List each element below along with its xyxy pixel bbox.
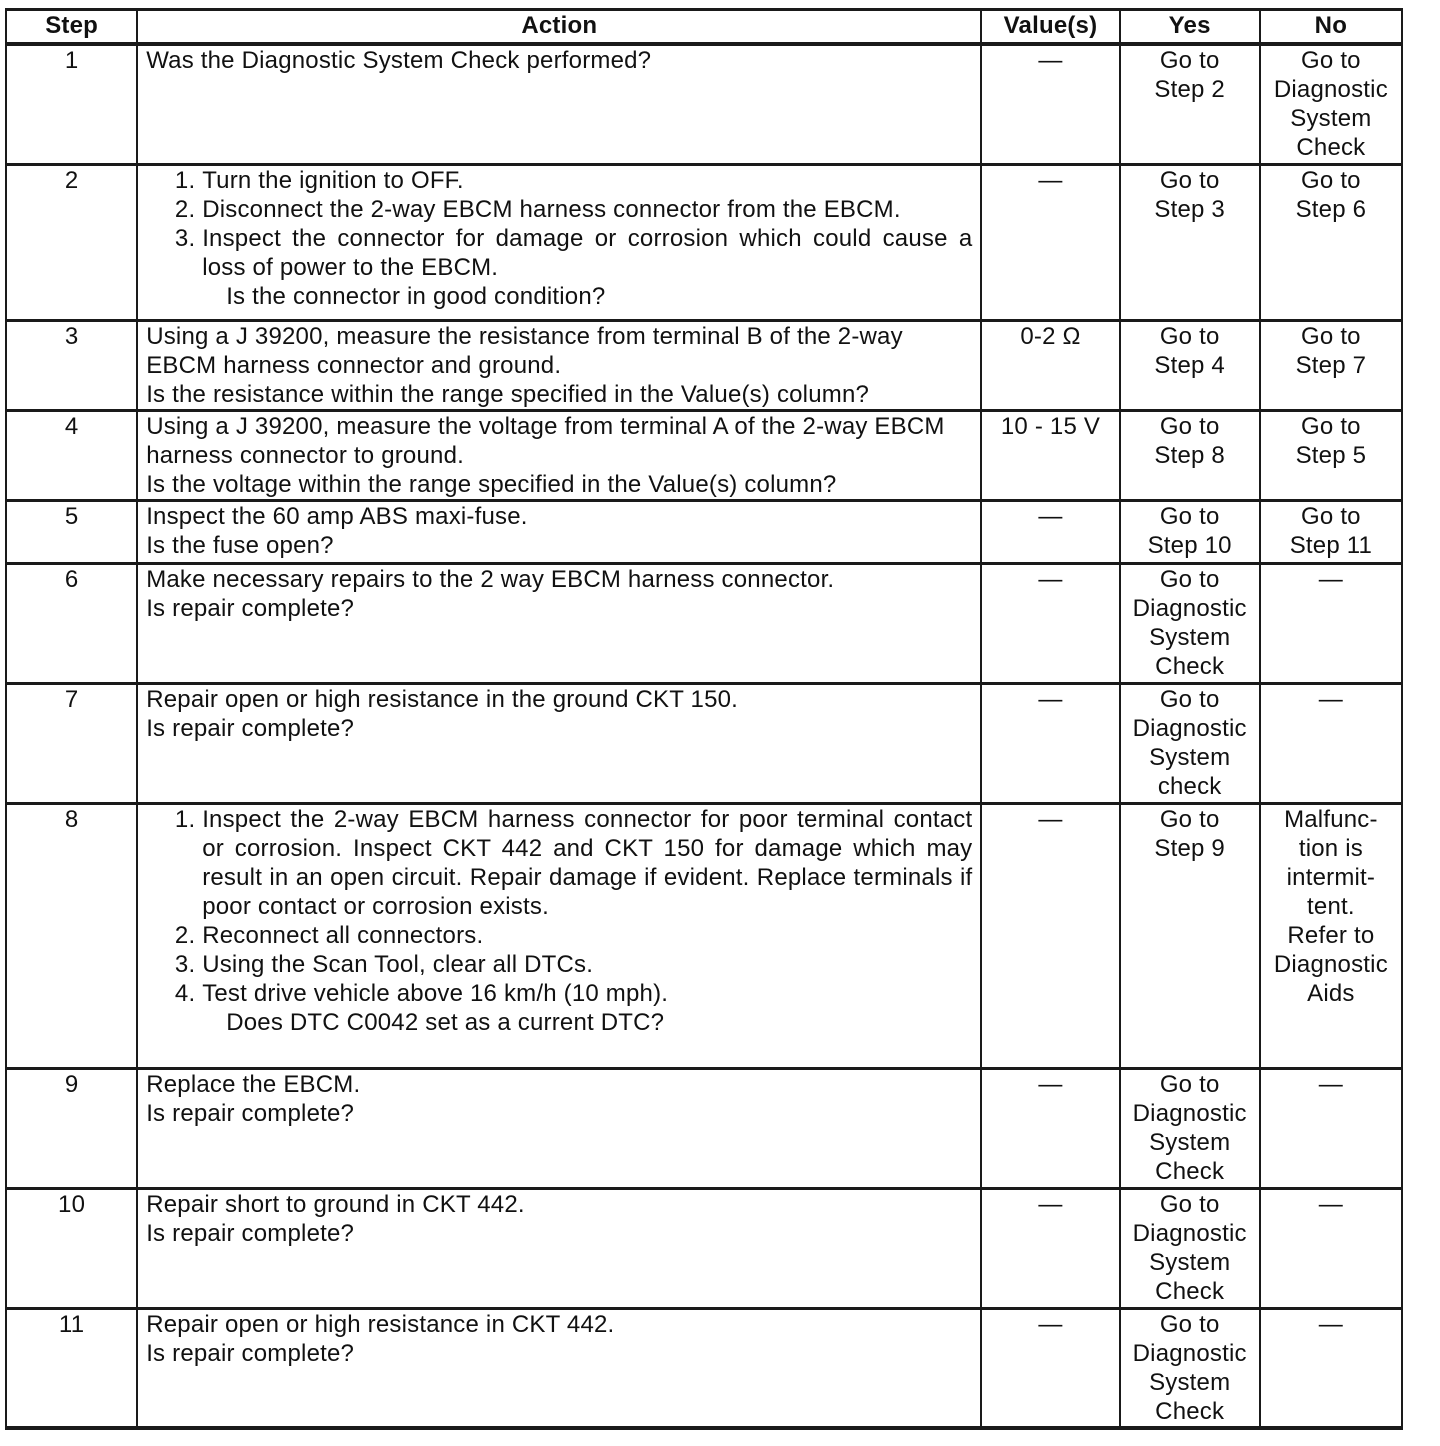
substep-item: 1. Turn the ignition to OFF. [202, 166, 972, 195]
value-text: — [1038, 685, 1063, 713]
action-text: Is the fuse open? [146, 531, 334, 559]
no-text: Go to Step 7 [1295, 322, 1367, 379]
value-cell [981, 1188, 1119, 1308]
action-cell [137, 683, 981, 803]
no-text: Go to Step 6 [1295, 166, 1367, 223]
action-cell [137, 1308, 981, 1428]
action-cell [137, 164, 981, 320]
yes-text: Go to Step 4 [1154, 322, 1225, 379]
header-no: No [1260, 10, 1402, 45]
yes-cell [1120, 410, 1260, 500]
action-cell [137, 44, 981, 164]
substep-list [146, 805, 972, 1008]
action-text: Is repair complete? [146, 1219, 355, 1247]
no-text: Go to Diagnostic System Check [1273, 47, 1388, 161]
value-cell [981, 500, 1119, 563]
value-cell [981, 803, 1119, 1068]
value-text: 10 - 15 V [1000, 412, 1101, 440]
no-text: Go to Step 5 [1295, 412, 1367, 469]
substep-item: 1. Inspect the 2-way EBCM harness connector for poor terminal contact or corrosion. Inspect CKT 442 and CKT 150 for damage which may result in an open circuit. Repair damage if evident. Replace terminals if poor contact or corrosion exists. [202, 805, 972, 921]
value-text: — [1038, 565, 1063, 593]
action-text: Is repair complete? [146, 594, 355, 622]
table-row [6, 803, 1402, 1068]
action-text: Is the voltage within the range specified in the Value(s) column? [146, 470, 837, 498]
value-cell [981, 1308, 1119, 1428]
value-cell [981, 410, 1119, 500]
no-cell [1260, 500, 1402, 563]
action-cell [137, 563, 981, 683]
no-cell [1260, 683, 1402, 803]
table-row [6, 1068, 1402, 1188]
step-number: 10 [6, 1188, 137, 1308]
value-cell [981, 320, 1119, 410]
action-text: Is repair complete? [146, 714, 355, 742]
step-number: 3 [6, 320, 137, 410]
value-text: — [1038, 502, 1063, 530]
no-text: — [1318, 1310, 1343, 1338]
yes-cell [1120, 803, 1260, 1068]
table-row [6, 1308, 1402, 1428]
header-row [6, 10, 1402, 45]
action-text: Is the resistance within the range specified in the Value(s) column? [146, 380, 870, 408]
no-cell [1260, 1188, 1402, 1308]
no-cell [1260, 164, 1402, 320]
action-text: Make necessary repairs to the 2 way EBCM harness connector. [146, 565, 835, 593]
header-action: Action [137, 10, 981, 45]
yes-cell [1120, 1068, 1260, 1188]
action-text: Replace the EBCM. [146, 1070, 361, 1098]
value-cell [981, 563, 1119, 683]
step-number: 2 [6, 164, 137, 320]
action-text: Inspect the 60 amp ABS maxi-fuse. [146, 502, 528, 530]
value-cell [981, 164, 1119, 320]
no-text: — [1318, 1190, 1343, 1218]
action-text: Using a J 39200, measure the voltage from terminal A of the 2-way EBCM harness connector to ground. [146, 412, 945, 469]
substep-list [146, 166, 972, 282]
value-text: 0-2 Ω [1020, 322, 1081, 350]
step-number: 6 [6, 563, 137, 683]
no-cell [1260, 1068, 1402, 1188]
yes-cell [1120, 683, 1260, 803]
step-number: 4 [6, 410, 137, 500]
yes-text: Go to Diagnostic System Check [1132, 1070, 1247, 1185]
table-row [6, 563, 1402, 683]
yes-cell [1120, 1308, 1260, 1428]
action-text: Was the Diagnostic System Check performed? [146, 47, 652, 74]
substep-item: 3. Using the Scan Tool, clear all DTCs. [202, 950, 972, 979]
header-step: Step [6, 10, 137, 45]
action-cell [137, 1188, 981, 1308]
yes-text: Go to Diagnostic System check [1132, 685, 1247, 800]
yes-text: Go to Diagnostic System Check [1132, 1310, 1247, 1425]
value-text: — [1038, 1070, 1063, 1098]
action-text: Repair open or high resistance in the ground CKT 150. [146, 685, 739, 713]
action-text: Using a J 39200, measure the resistance from terminal B of the 2-way EBCM harness connector and ground. [146, 322, 903, 379]
no-cell [1260, 1308, 1402, 1428]
action-question: Is the connector in good condition? [226, 282, 606, 310]
action-cell [137, 803, 981, 1068]
action-text: Repair short to ground in CKT 442. [146, 1190, 525, 1218]
yes-text: Go to Step 10 [1147, 502, 1232, 559]
yes-cell [1120, 500, 1260, 563]
action-text: Is repair complete? [146, 1099, 355, 1127]
table-header [6, 10, 1402, 45]
no-cell [1260, 44, 1402, 164]
substep-item: 4. Test drive vehicle above 16 km/h (10 mph). [202, 979, 972, 1008]
value-text: — [1038, 47, 1063, 74]
yes-text: Go to Step 9 [1154, 805, 1225, 862]
no-cell [1260, 320, 1402, 410]
action-cell [137, 410, 981, 500]
table-body [6, 44, 1402, 1428]
no-cell [1260, 563, 1402, 683]
action-cell [137, 320, 981, 410]
table-row [6, 320, 1402, 410]
no-text: — [1318, 1070, 1343, 1098]
yes-text: Go to Step 8 [1154, 412, 1225, 469]
value-text: — [1038, 1190, 1063, 1218]
step-number: 7 [6, 683, 137, 803]
no-cell [1260, 410, 1402, 500]
no-text: — [1318, 685, 1343, 713]
header-values: Value(s) [981, 10, 1119, 45]
yes-cell [1120, 44, 1260, 164]
substep-item: 3. Inspect the connector for damage or corrosion which could cause a loss of power to the EBCM. [202, 224, 972, 282]
table-row [6, 683, 1402, 803]
yes-cell [1120, 164, 1260, 320]
yes-text: Go to Step 3 [1154, 166, 1225, 223]
value-text: — [1038, 166, 1063, 194]
step-number: 8 [6, 803, 137, 1068]
action-text: Is repair complete? [146, 1339, 355, 1367]
step-number: 11 [6, 1308, 137, 1428]
value-text: — [1038, 1310, 1063, 1338]
step-number: 9 [6, 1068, 137, 1188]
table-row [6, 1188, 1402, 1308]
diagnostic-table [5, 8, 1403, 1430]
no-cell [1260, 803, 1402, 1068]
no-text: Malfunc- tion is intermit- tent. Refer to Diagnostic Aids [1273, 805, 1388, 1007]
header-yes: Yes [1120, 10, 1260, 45]
action-question: Does DTC C0042 set as a current DTC? [226, 1008, 665, 1036]
yes-cell [1120, 563, 1260, 683]
table-row [6, 44, 1402, 164]
step-number: 5 [6, 500, 137, 563]
table-row [6, 164, 1402, 320]
step-number: 1 [6, 44, 137, 164]
action-cell [137, 1068, 981, 1188]
value-cell [981, 44, 1119, 164]
yes-text: Go to Diagnostic System Check [1132, 1190, 1247, 1305]
substep-item: 2. Reconnect all connectors. [202, 921, 972, 950]
yes-cell [1120, 1188, 1260, 1308]
substep-item: 2. Disconnect the 2-way EBCM harness connector from the EBCM. [202, 195, 972, 224]
yes-text: Go to Step 2 [1154, 47, 1225, 103]
no-text: — [1318, 565, 1343, 593]
action-cell [137, 500, 981, 563]
yes-text: Go to Diagnostic System Check [1132, 565, 1247, 680]
table-row [6, 410, 1402, 500]
yes-cell [1120, 320, 1260, 410]
action-text: Repair open or high resistance in CKT 442. [146, 1310, 615, 1338]
table-row [6, 500, 1402, 563]
no-text: Go to Step 11 [1289, 502, 1373, 559]
value-text: — [1038, 805, 1063, 833]
value-cell [981, 683, 1119, 803]
value-cell [981, 1068, 1119, 1188]
